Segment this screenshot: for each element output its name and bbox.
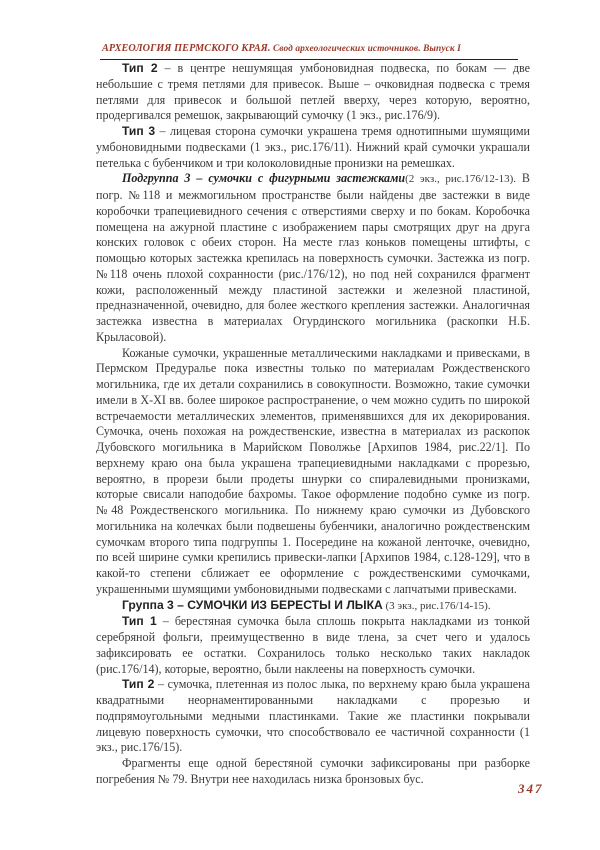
type-label: Тип 1 <box>122 614 157 629</box>
type-label: Тип 2 <box>122 61 158 75</box>
paragraph-type-2 <box>96 61 530 124</box>
type-label: Тип 2 <box>122 677 155 692</box>
group-heading: Группа 3 – СУМОЧКИ ИЗ БЕРЕСТЫ И ЛЫКА <box>122 597 383 612</box>
paragraph-text: – берестяная сумочка была сплошь покрыта накладками из тонкой серебряной фольги, преимущественно в виде тлена, за счет чего и удалось зафиксировать ее остатки. Сохранилось только несколько таких накладок (рис.176/14), которые, вероятно, были наклеены на поверхность сумочки. <box>96 614 530 676</box>
running-header-caps: АРХЕОЛОГИЯ ПЕРМСКОГО КРАЯ. <box>102 43 271 54</box>
paragraph-type-3 <box>96 124 530 171</box>
paragraph-group3-type-2 <box>96 677 530 756</box>
paragraph-text: – в центре нешумящая умбоновидная подвеска, по бокам — две небольшие с тремя петлями для привесок. Выше – очковидная подвеска с тремя петлями для привесок и большой петлей вверху, через которую, вероятно, продергивался ремешок, закрывающий сумочку (1 экз., рис.176/9). <box>96 61 530 123</box>
paragraph-text: В погр. №118 и межмогильном пространстве были найдены две застежки в виде коробочки трапециевидного сечения с отверстиями сверху и по бокам. Коробочка помещена на ажурной пластине с изображением пары смотрящих друг на друга конских головок с обеих сторон. На месте глаз коньков помещены штифты, с помощью которых застежка крепилась на поверхность сумочки. Застежка из погр. №118 очень плохой сохранности (рис./176/12), но под ней сохранился фрагмент кожи, расположенный между пластиной застежки и железной пластиной, предназначенной, очевидно, для более жесткого крепления застежки. Аналогичная застежка известна в материалах Огурдинского могильника (раскопки Н.Б. Крыласовой). <box>96 171 530 344</box>
running-header <box>102 43 532 54</box>
type-label: Тип 3 <box>122 124 156 138</box>
subgroup-heading: Подгруппа 3 – сумочки с фигурными застежками <box>122 171 406 186</box>
paragraph-text: – сумочка, плетенная из полос лыка, по верхнему краю была украшена квадратными неорнаментированными накладками с прорезью и подпрямоугольными медными пластинками. Такие же пластинки покрывали лицевую поверхность сумочки, что способствовало ее частичной сохранности (1 экз., рис.176/15). <box>96 677 530 755</box>
paragraph-leather-bags <box>96 346 530 598</box>
paragraph-text: – лицевая сторона сумочки украшена тремя однотипными шумящими умбоновидными подвесками (1 экз., рис.176/11). Нижний край сумочки украшали петелька с бубенчиком и три колоколовидные пронизки на ремешках. <box>96 124 530 170</box>
paragraph-fragments <box>96 756 530 788</box>
paragraph-text: Фрагменты еще одной берестяной сумочки зафиксированы при разборке погребения № 79. Внутри нее находилась низка бронзовых бус. <box>96 756 530 786</box>
paragraph-group3-type-1 <box>96 614 530 677</box>
paragraph-subgroup-3 <box>96 171 530 345</box>
figure-reference: (3 экз., рис.176/14-15). <box>382 599 491 612</box>
group-3-heading <box>96 598 530 615</box>
page-body <box>96 61 530 788</box>
page-number: 347 <box>518 781 544 796</box>
running-header-subtitle: Свод археологических источников. Выпуск I <box>270 44 461 54</box>
paragraph-text: Кожаные сумочки, украшенные металлическими накладками и привесками, в Пермском Предуралье пока известны только по материалам Рождественского могильника, где их детали сохранились в совокупности. Возможно, такие сумочки имели в X-XI вв. более широкое распространение, о чем можно судить по широкой встречаемости металлических элементов, применявшихся для их декорирования. Сумочка, очень похожая на рождественские, известна в материалах из раскопок Дубовского могильника в Марийском Поволжье [Архипов 1984, рис.22/1]. По верхнему краю она была украшена трапециевидными накладками с прорезью, вероятно, в прорези были продеты шнурки со спиралевидными пронизками, которые свисали наподобие бахромы. Такое оформление подобно сумке из погр. №48 Рождественского могильника. По нижнему краю сумочки из Дубовского могильника на колечках были подвешены бубенчики, аналогично рождественским сумочкам второго типа подгруппы 1. Посередине на кожаной ленточке, очевидно, по всей ширине сумки крепились привески-лапки [Архипов 1984, с.128-129], что в какой-то степени сближает ее оформление с рождественскими сумочками, украшенными шумящими умбоновидными подвесками с лапчатыми привесками. <box>96 345 530 596</box>
figure-reference: (2 экз., рис.176/12-13). <box>405 173 516 186</box>
